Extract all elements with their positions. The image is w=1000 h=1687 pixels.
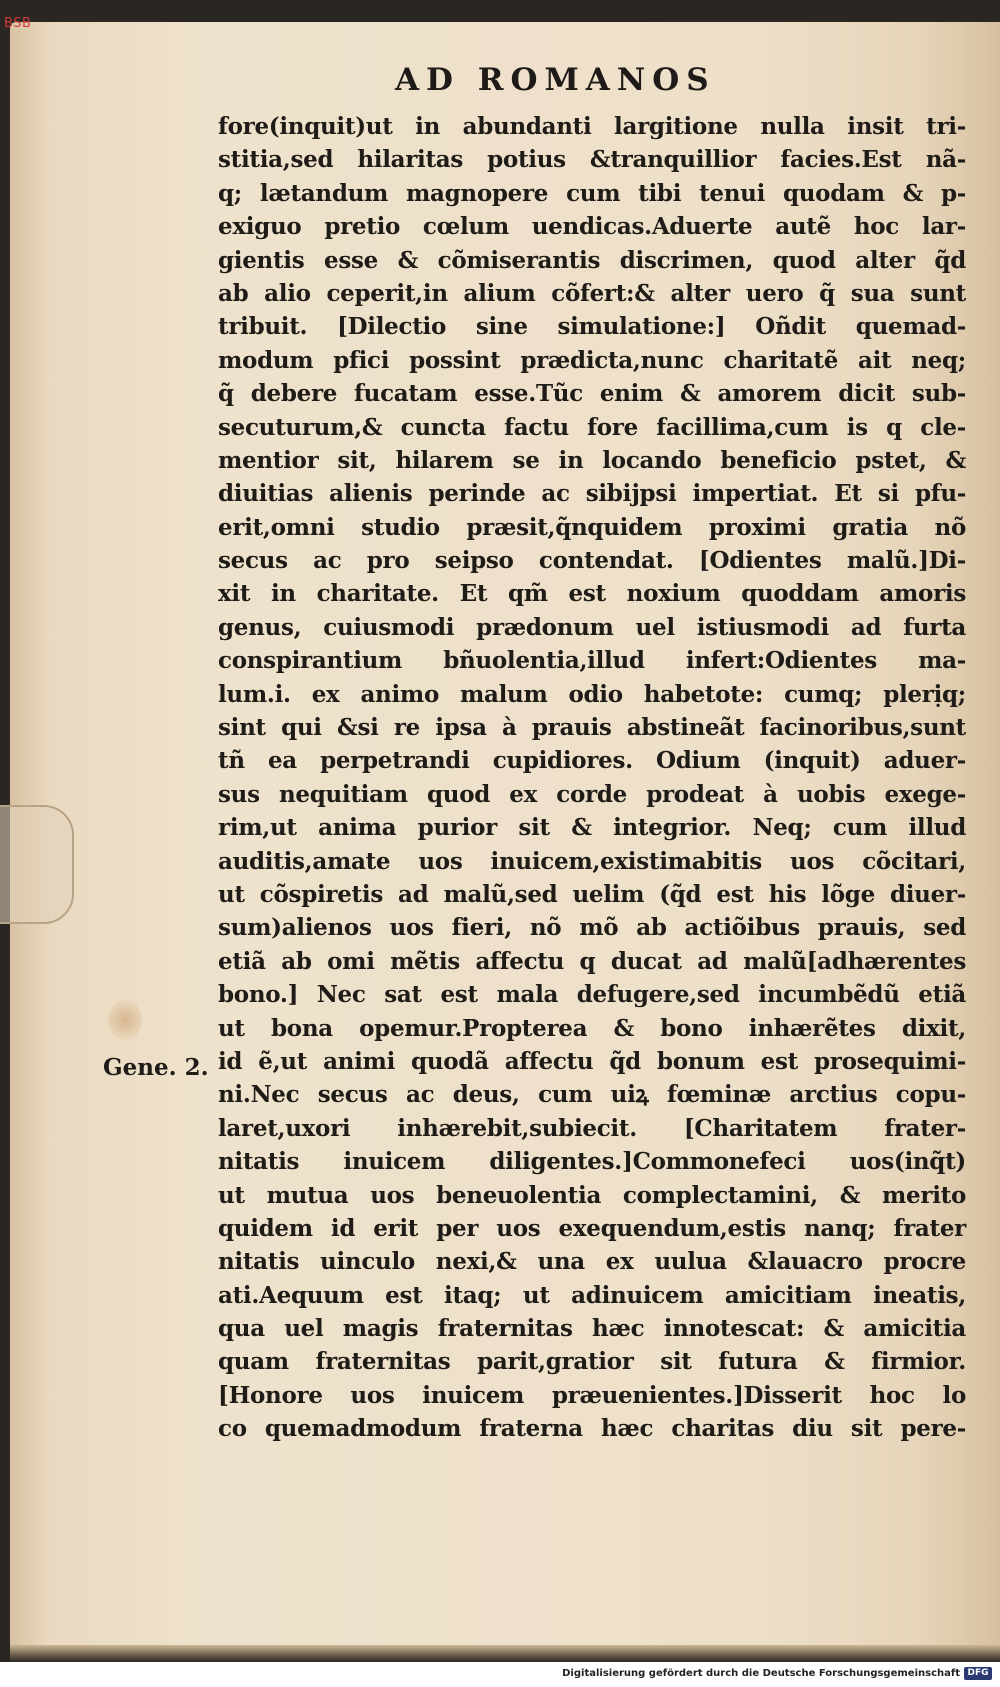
running-head: AD ROMANOS <box>395 62 716 98</box>
text-line: q̃ debere fucatam esse.Tũc enim & amorem dicit sub- <box>218 380 966 408</box>
text-line: ut mutua uos beneuolentia complectamini, & merito <box>218 1181 966 1209</box>
text-line: fore(inquit)ut in abundanti largitione nulla insit tri- <box>218 113 966 140</box>
text-line: nitatis uinculo nexi,& una ex uulua &lauacro procre <box>218 1248 966 1276</box>
text-line: sus nequitiam quod ex corde prodeat à uobis exege- <box>218 780 966 808</box>
page-clasp-mark <box>0 805 74 924</box>
text-line: secus ac pro seipso contendat. [Odientes malũ.]Di- <box>218 547 966 575</box>
body-text <box>218 110 966 1446</box>
text-line: qua uel magis fraternitas hæc innotescat: & amicitia <box>218 1315 966 1343</box>
page-bottom-edge <box>10 1645 1000 1662</box>
text-line: tñ ea perpetrandi cupidiores. Odium (inquit) aduer- <box>218 747 966 775</box>
text-line: ut bona opemur.Propterea & bono inhærẽtes dixit, <box>218 1014 966 1042</box>
text-line: secuturum,& cuncta factu fore facillima,cum is q cle- <box>218 413 966 441</box>
text-line: laret,uxori inhærebit,subiecit. [Charitatem frater- <box>218 1114 966 1142</box>
text-line: auditis,amate uos inuicem,existimabitis uos cõcitari, <box>218 847 966 875</box>
dfg-logo: DFG <box>964 1667 992 1680</box>
text-line: conspirantium bñuolentia,illud infert:Odientes ma- <box>218 647 966 675</box>
text-line: modum pfici possint prædicta,nunc charitatẽ ait neq; <box>218 346 966 374</box>
text-line: gientis esse & cõmiserantis discrimen, quod alter q̃d <box>218 246 966 274</box>
text-line: ut cõspiretis ad malũ,sed uelim (q̃d est his lõge diuer- <box>218 880 966 908</box>
text-line: sum)alienos uos fieri, nõ mõ ab actiõibus prauis, sed <box>218 914 966 942</box>
margin-note: Gene. 2. <box>103 1054 209 1081</box>
text-line: id ẽ,ut animi quodã affectu q̃d bonum est prosequimi- <box>218 1047 966 1075</box>
text-line: q; lætandum magnopere cum tibi tenui quodam & p- <box>218 179 966 207</box>
library-stamp: BSB <box>4 16 32 31</box>
text-line: genus, cuiusmodi prædonum uel istiusmodi ad furta <box>218 613 966 641</box>
text-line: quam fraternitas parit,gratior sit futura & firmior. <box>218 1348 966 1376</box>
text-line: diuitias alienis perinde ac sibĳpsi impertiat. Et si pfu- <box>218 480 966 508</box>
text-line: [Honore uos inuicem præuenientes.]Disserit hoc lo <box>218 1381 966 1409</box>
text-line: nitatis inuicem diligentes.]Commonefeci uos(inq̃t) <box>218 1148 966 1176</box>
funding-credit: Digitalisierung gefördert durch die Deutsche Forschungsgemeinschaft <box>562 1668 960 1679</box>
text-line: lum.i. ex animo malum odio habetote: cumq; plerịq; <box>218 680 966 708</box>
text-line: mentior sit, hilarem se in locando beneficio pstet, & <box>218 446 966 474</box>
text-line: ab alio ceperit,in alium cõfert:& alter uero q̃ sua sunt <box>218 279 966 307</box>
text-line: tribuit. [Dilectio sine simulatione:] Oñdit quemad- <box>218 313 966 341</box>
footer-bar <box>0 1662 1000 1687</box>
text-line: ni.Nec secus ac deus, cum uiꝝ fœminæ arctius copu- <box>218 1081 966 1109</box>
text-line: stitia,sed hilaritas potius &tranquillior facies.Est nã- <box>218 146 966 174</box>
text-line: quidem id erit per uos exequendum,estis nanq; frater <box>218 1214 966 1242</box>
text-line: co quemadmodum fraterna hæc charitas diu sit pere- <box>218 1415 966 1443</box>
text-line: erit,omni studio præsit,q̃nquidem proximi gratia nõ <box>218 513 966 541</box>
text-line: xit in charitate. Et qm̃ est noxium quoddam amoris <box>218 580 966 608</box>
text-line: exiguo pretio cœlum uendicas.Aduerte autẽ hoc lar- <box>218 213 966 241</box>
text-line: etiã ab omi mẽtis affectu q ducat ad malũ[adhærentes <box>218 947 966 975</box>
paper-stain <box>108 1000 142 1040</box>
text-line: bono.] Nec sat est mala defugere,sed incumbẽdũ etiã <box>218 981 966 1009</box>
text-line: sint qui &si re ipsa à prauis abstineãt facinoribus,sunt <box>218 714 966 742</box>
text-line: rim,ut anima purior sit & integrior. Neq; cum illud <box>218 814 966 842</box>
text-line: ati.Aequum est itaq; ut adinuicem amicitiam ineatis, <box>218 1281 966 1309</box>
